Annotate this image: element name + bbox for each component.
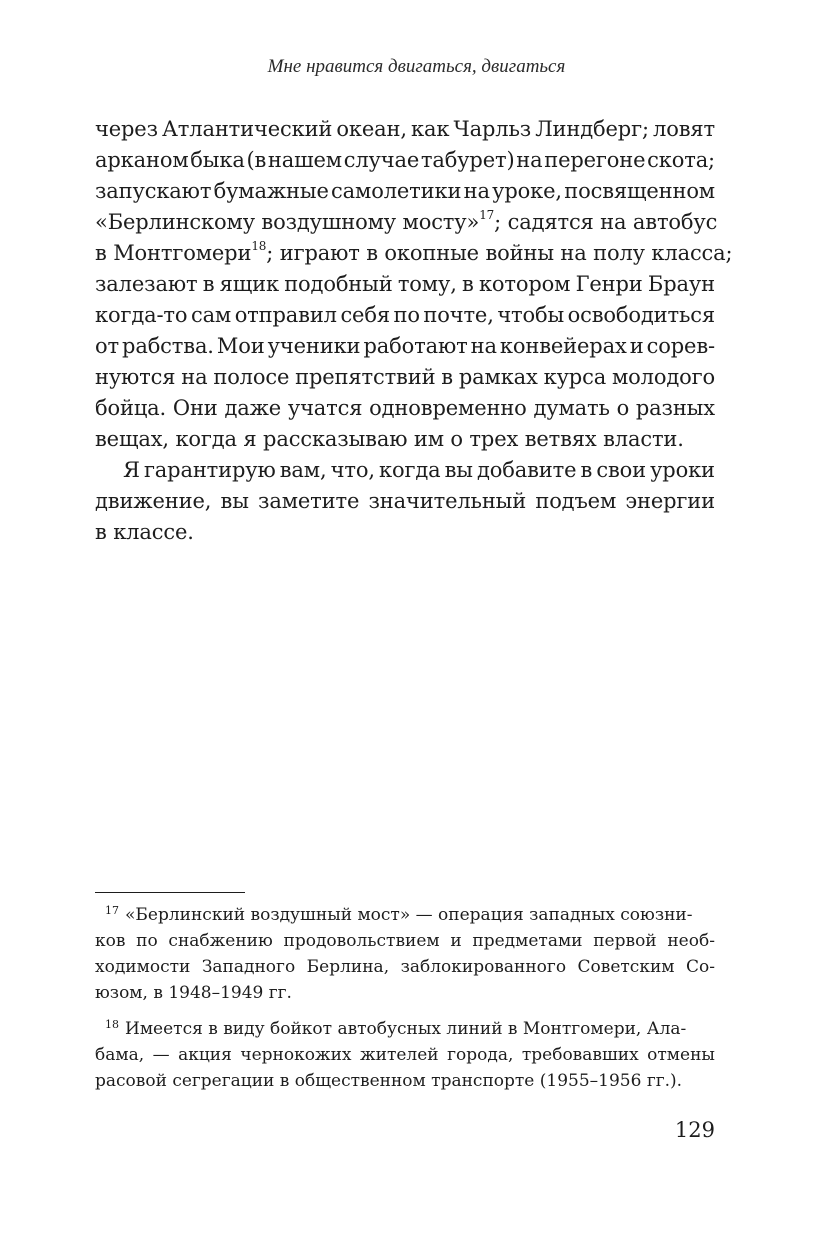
word: по (136, 931, 158, 951)
word: посвященном (564, 179, 715, 203)
word: на (181, 365, 208, 389)
text-line (95, 269, 715, 300)
word: необ- (667, 931, 715, 951)
word: Браун (647, 272, 715, 296)
word: в (441, 365, 453, 389)
text-segment: в Монтгомери$^{18}$; играют в окопные войны на полу класса; (95, 239, 733, 265)
footnote-line: расовой сегрегации в общественном транспорте (1955–1956 гг.). (95, 1071, 683, 1091)
word: требовавших (521, 1045, 639, 1065)
word: нашем (267, 148, 342, 172)
word: свои (596, 458, 646, 482)
word: подъем (535, 489, 617, 513)
word: первой (593, 931, 657, 951)
word: жителей (360, 1045, 439, 1065)
word: по (393, 303, 420, 327)
word: (в (246, 148, 267, 172)
word: препятствий (295, 365, 436, 389)
footnote-line (95, 928, 715, 954)
text-line (95, 331, 715, 362)
word: сам (190, 303, 232, 327)
word: ученики (267, 334, 361, 358)
word: уроке, (492, 179, 562, 203)
word: движение, (95, 489, 212, 513)
footnote-17 (95, 902, 715, 1006)
word: в (462, 272, 474, 296)
word: случае (343, 148, 420, 172)
word: освободиться (567, 303, 715, 327)
word: арканом (95, 148, 189, 172)
footnote-number: 17 (105, 904, 119, 917)
text-line: вещах, когда я рассказываю им о трех ветвях власти. (95, 427, 684, 451)
word: акция (178, 1045, 232, 1065)
word: в (580, 458, 593, 482)
text-line (95, 455, 715, 486)
word: почте, (423, 303, 494, 327)
word: бама, (95, 1045, 145, 1065)
word: Советским (577, 957, 675, 977)
word: энергии (625, 489, 715, 513)
word: как (411, 117, 450, 141)
footnote-divider (95, 892, 245, 893)
word: рабства. (122, 334, 214, 358)
word: учатся (287, 396, 363, 420)
footnote-line (95, 954, 715, 980)
text-line (95, 393, 715, 424)
page-number: 129 (674, 1118, 715, 1142)
word: молодого (611, 365, 715, 389)
word: когда-то (95, 303, 188, 327)
word: Я (123, 458, 140, 482)
word: самолетики (331, 179, 462, 203)
word: Берлина, (306, 957, 390, 977)
word: Западного (201, 957, 296, 977)
word: через (95, 117, 158, 141)
running-head: Мне нравится двигаться, двигаться (267, 56, 566, 77)
word: чернокожих (240, 1045, 352, 1065)
word: ящик (219, 272, 279, 296)
word: сорев- (646, 334, 715, 358)
word: добавите (476, 458, 577, 482)
word: чтобы (497, 303, 565, 327)
word: заметите (258, 489, 360, 513)
word: предметами (472, 931, 583, 951)
word: Атлантический (162, 117, 333, 141)
word: значительный (368, 489, 527, 513)
text-line (95, 176, 715, 207)
word: о (616, 396, 630, 420)
word: табурет) (420, 148, 515, 172)
word: города, (447, 1045, 514, 1065)
word: океан, (336, 117, 407, 141)
footnote-ref-18[interactable]: 18 (251, 239, 267, 253)
footnote-line (95, 1042, 715, 1068)
text-line (95, 486, 715, 517)
word: вы (220, 489, 249, 513)
footnote-line: юзом, в 1948–1949 гг. (95, 983, 292, 1003)
footnote-line: $^{18}$ Имеется в виду бойкот автобусных линий в Монтгомери, Ала- (105, 1018, 687, 1039)
word: рамках (458, 365, 538, 389)
text-line (95, 300, 715, 331)
word: курса (543, 365, 607, 389)
word: Мои (216, 334, 265, 358)
word: котором (478, 272, 571, 296)
text-segment: «Берлинскому воздушному мосту»$^{17}$; садятся на автобус (95, 208, 718, 234)
word: вам, (279, 458, 327, 482)
word: подобный (284, 272, 393, 296)
word: снабжению (168, 931, 273, 951)
word: конвейерах (499, 334, 627, 358)
word: полосе (213, 365, 290, 389)
word: себя (340, 303, 390, 327)
word: Они (172, 396, 218, 420)
footnote-ref-17[interactable]: 17 (479, 208, 495, 222)
word: продовольствием (283, 931, 440, 951)
word: — (152, 1045, 170, 1065)
text-line (95, 145, 715, 176)
word: перегоне (544, 148, 646, 172)
word: думать (533, 396, 610, 420)
word: запускают (95, 179, 212, 203)
word: заблокированного (400, 957, 567, 977)
word: ходимости (95, 957, 191, 977)
text-line (95, 114, 715, 145)
main-text (95, 114, 733, 548)
word: ловят (653, 117, 715, 141)
word: быка (190, 148, 245, 172)
word: и (450, 931, 462, 951)
word: Линдберг; (535, 117, 649, 141)
footnote-number: 18 (105, 1018, 119, 1031)
word: работают (363, 334, 468, 358)
word: Чарльз (453, 117, 532, 141)
word: залезают (95, 272, 198, 296)
word: тому, (397, 272, 457, 296)
text-line: в классе. (95, 520, 194, 544)
word: одновременно (369, 396, 527, 420)
word: ков (95, 931, 126, 951)
word: и (629, 334, 644, 358)
word: на (470, 334, 497, 358)
text-line-with-note-18 (95, 238, 733, 269)
text-line (95, 362, 715, 393)
word: бумажные (213, 179, 329, 203)
word: разных (635, 396, 715, 420)
word: что, (330, 458, 375, 482)
footnote-18 (95, 1016, 715, 1094)
word: гарантирую (143, 458, 276, 482)
word: уроки (650, 458, 715, 482)
word: на (516, 148, 543, 172)
word: от (95, 334, 119, 358)
word: отмены (647, 1045, 715, 1065)
word: Со- (685, 957, 715, 977)
word: отправил (234, 303, 337, 327)
text-line-with-note-17 (95, 207, 718, 238)
word: бойца. (95, 396, 167, 420)
word: на (463, 179, 490, 203)
footnote-line: $^{17}$ «Берлинский воздушный мост» — операция западных союзни- (105, 904, 693, 925)
word: вы (444, 458, 473, 482)
word: когда (379, 458, 441, 482)
footnotes (95, 902, 715, 1104)
word: скота; (647, 148, 715, 172)
word: Генри (575, 272, 643, 296)
word: нуются (95, 365, 176, 389)
word: в (202, 272, 215, 296)
word: даже (224, 396, 282, 420)
